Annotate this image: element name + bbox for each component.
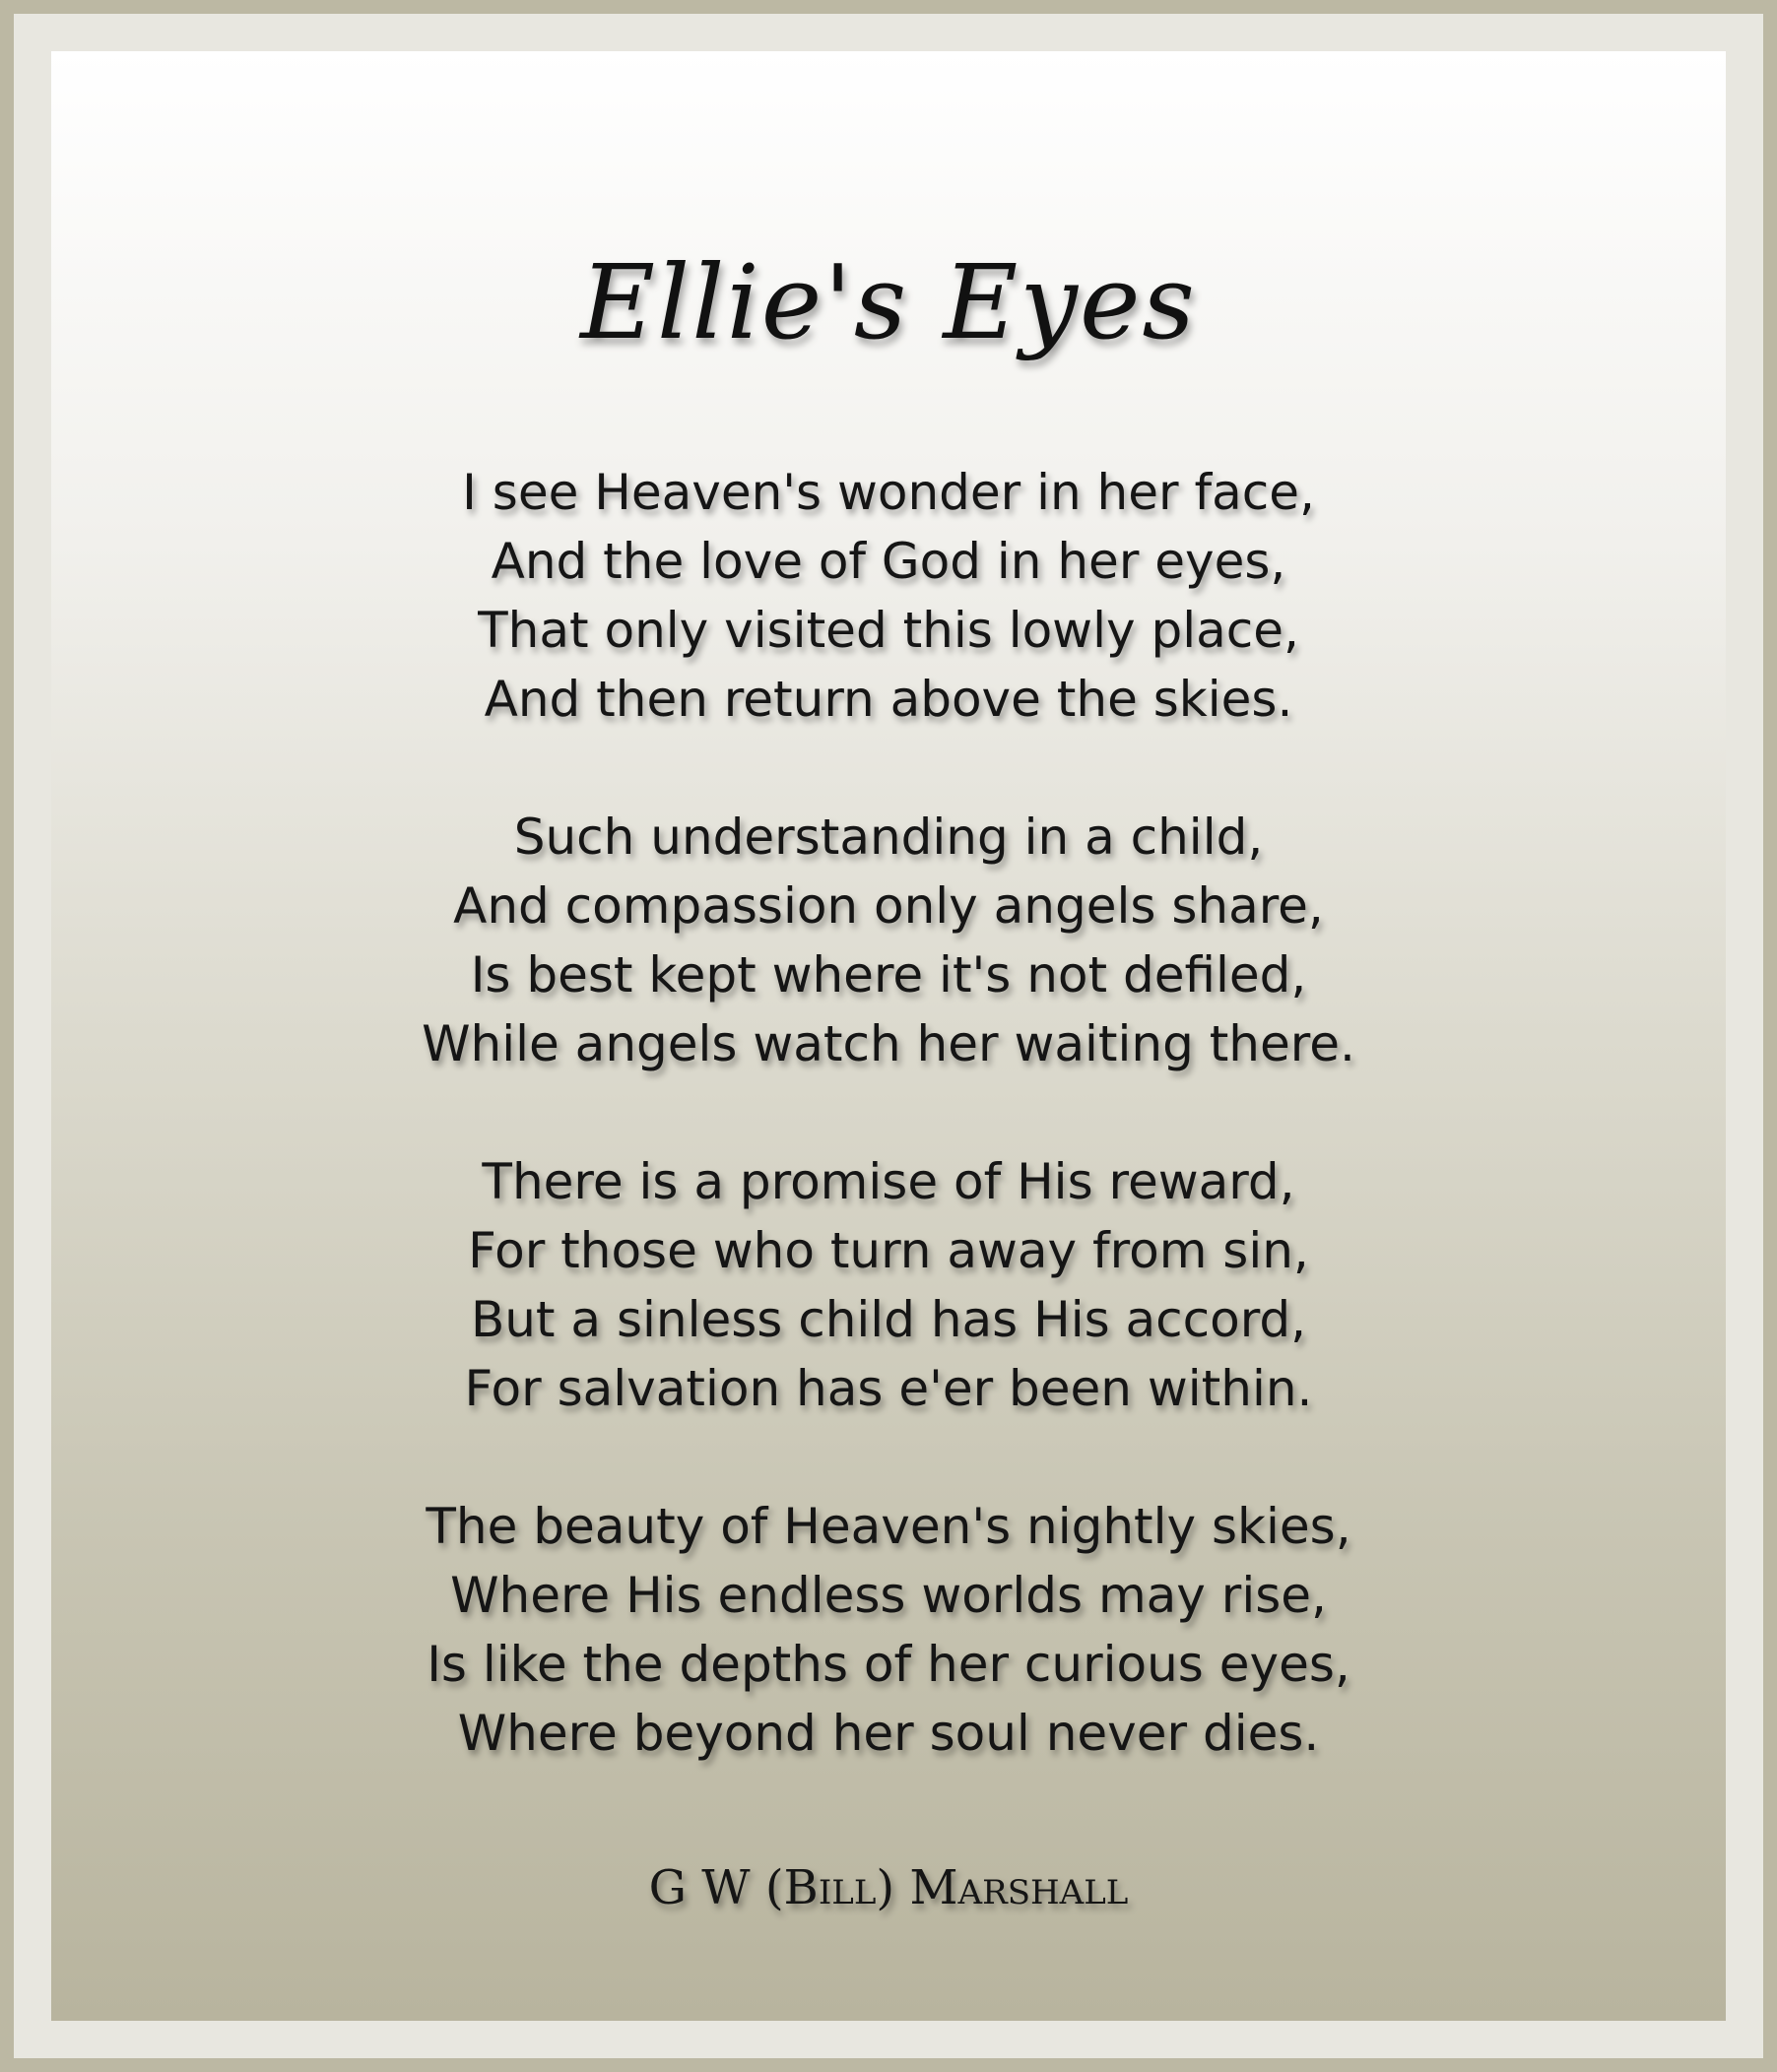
- poem-body: [51, 458, 1726, 1837]
- poem-author: G W (Bill) Marshall: [648, 1860, 1129, 1915]
- poem-title: Ellie's Eyes: [580, 242, 1197, 362]
- stanza: [51, 803, 1726, 1078]
- poem-line: But a sinless child has His accord,: [470, 1291, 1307, 1348]
- poem-line: Where His endless worlds may rise,: [450, 1567, 1327, 1624]
- poem-line: And then return above the skies.: [484, 671, 1293, 728]
- stanza: [51, 1147, 1726, 1423]
- poem-line: While angels watch her waiting there.: [422, 1015, 1355, 1072]
- stanza: [51, 1492, 1726, 1768]
- poem-line: Is like the depths of her curious eyes,: [427, 1636, 1350, 1693]
- stanza: [51, 458, 1726, 734]
- poem-line: For salvation has e'er been within.: [464, 1360, 1313, 1417]
- poem-line: For those who turn away from sin,: [468, 1222, 1309, 1279]
- poem-line: The beauty of Heaven's nightly skies,: [426, 1498, 1351, 1555]
- poem-line: Is best kept where it's not defiled,: [470, 946, 1307, 1004]
- poem-line: That only visited this lowly place,: [478, 602, 1299, 659]
- poem-page: [51, 51, 1726, 2021]
- poem-line: Such understanding in a child,: [513, 809, 1264, 866]
- poem-line: And the love of God in her eyes,: [491, 533, 1286, 590]
- poem-line: There is a promise of His reward,: [482, 1153, 1295, 1210]
- poem-line: Where beyond her soul never dies.: [457, 1705, 1320, 1762]
- poem-line: And compassion only angels share,: [453, 877, 1324, 935]
- poem-line: I see Heaven's wonder in her face,: [462, 464, 1315, 521]
